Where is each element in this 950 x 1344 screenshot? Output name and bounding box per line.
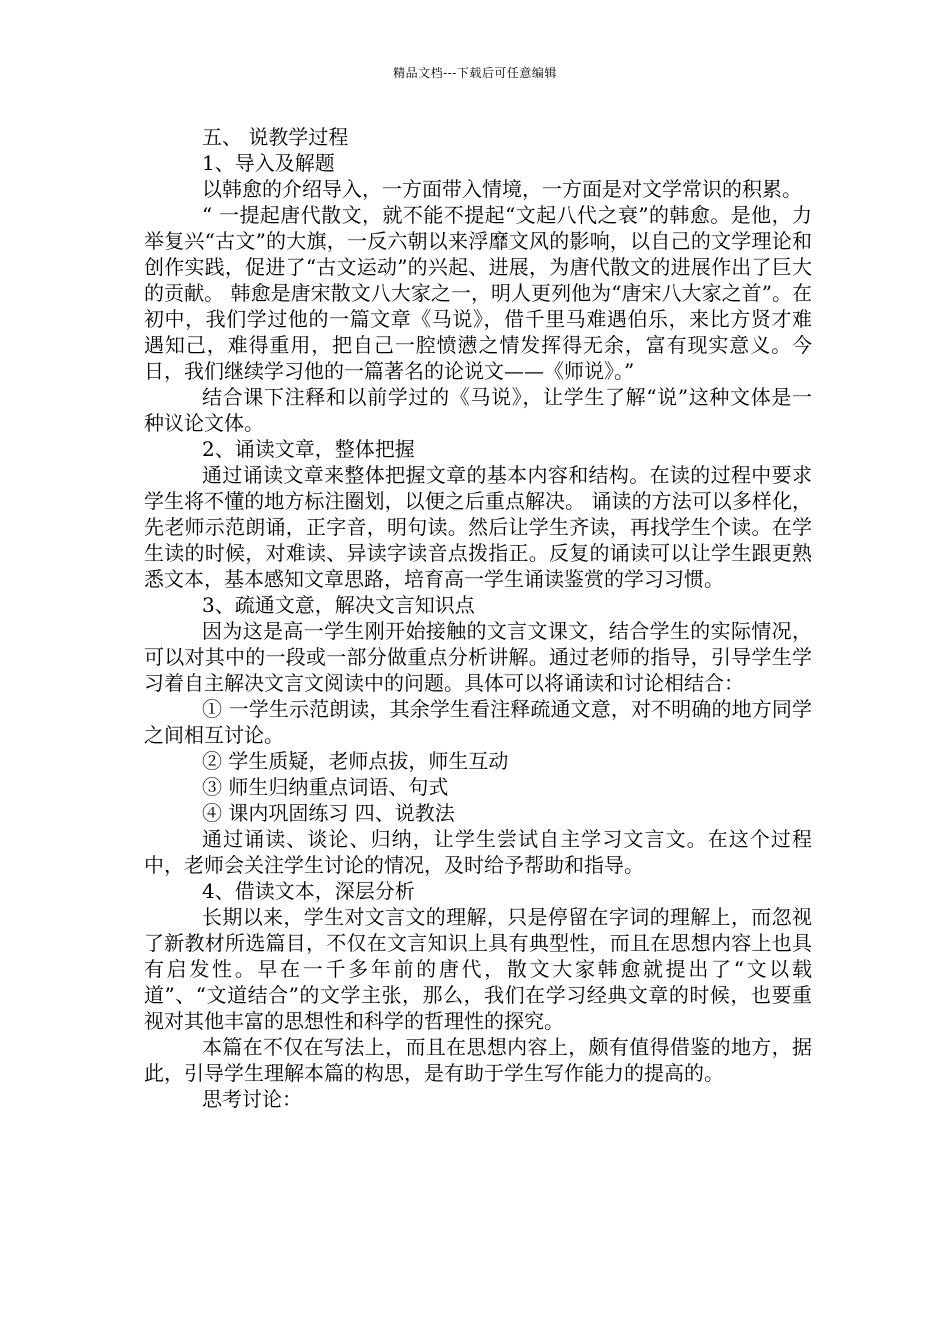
subsection-heading: 3、疏通文意，解决文言知识点 xyxy=(202,593,475,617)
list-item: ④ 课内巩固练习 四、说教法 xyxy=(202,801,455,825)
subsection-heading: 4、借读文本，深层分析 xyxy=(202,879,415,903)
paragraph: 通过诵读文章来整体把握文章的基本内容和结构。在读的过程中要求学生将不懂的地方标注圈划，以便之后重点解决。 诵读的方法可以多样化，先老师示范朗诵，正字音，明句读。然后让学生齐读，再找学生个读。在学生读的时候，对难读、异读字读音点拨指正。反复的诵读可以让学生跟更熟悉文本，基本感知文章思路，培育高一学生诵读鉴赏的学习习惯。 xyxy=(144,463,812,591)
paragraph: 长期以来，学生对文言文的理解，只是停留在字词的理解上，而忽视了新教材所选篇目，不仅在文言知识上具有典型性，而且在思想内容上也具有启发性。早在一千多年前的唐代，散文大家韩愈就提出了“文以载道”、“文道结合”的文学主张，那么，我们在学习经典文章的时候，也要重视对其他丰富的思想性和科学的哲理性的探究。 xyxy=(144,905,812,1033)
list-item: ③ 师生归纳重点词语、句式 xyxy=(202,775,449,799)
paragraph: 思考讨论： xyxy=(202,1087,302,1111)
quote-paragraph: “ 一提起唐代散文，就不能不提起“文起八代之衰”的韩愈。是他，力举复兴“古文”的大旗，一反六朝以来浮靡文风的影响，以自己的文学理论和创作实践，促进了“古文运动”的兴起、进展，为唐代散文的进展作出了巨大的贡献。 韩愈是唐宋散文八大家之一，明人更列他为“唐宋八大家之首”。在初中，我们学过他的一篇文章《马说》，借千里马难遇伯乐，来比方贤才难遇知己，难得重用，把自己一腔愤懑之情发挥得无余，富有现实意义。今日，我们继续学习他的一篇著名的论说文——《师说》。” xyxy=(144,203,812,383)
paragraph: 结合课下注释和以前学过的《马说》，让学生了解“说”这种文体是一种议论文体。 xyxy=(144,385,812,435)
paragraph: 本篇在不仅在写法上，而且在思想内容上，颇有值得借鉴的地方，据此，引导学生理解本篇的构思，是有助于学生写作能力的提高的。 xyxy=(144,1035,812,1085)
paragraph: 以韩愈的介绍导入，一方面带入情境，一方面是对文学常识的积累。 xyxy=(202,177,802,201)
section-heading: 五、 说教学过程 xyxy=(202,125,349,149)
list-item: ② 学生质疑，老师点拔，师生互动 xyxy=(202,749,509,773)
document-body xyxy=(144,124,812,1112)
page-header: 精品文档---下载后可任意编辑 xyxy=(393,66,557,80)
subsection-heading: 2、诵读文章，整体把握 xyxy=(202,437,415,461)
paragraph: 通过诵读、谈论、归纳，让学生尝试自主学习文言文。在这个过程中，老师会关注学生讨论的情况，及时给予帮助和指导。 xyxy=(144,827,812,877)
list-item: ① 一学生示范朗读，其余学生看注释疏通文意，对不明确的地方同学之间相互讨论。 xyxy=(144,697,812,747)
subsection-heading: 1、导入及解题 xyxy=(202,151,335,175)
paragraph: 因为这是高一学生刚开始接触的文言文课文，结合学生的实际情况，可以对其中的一段或一部分做重点分析讲解。通过老师的指导，引导学生学习着自主解决文言文阅读中的问题。具体可以将诵读和讨论相结合： xyxy=(144,619,812,695)
